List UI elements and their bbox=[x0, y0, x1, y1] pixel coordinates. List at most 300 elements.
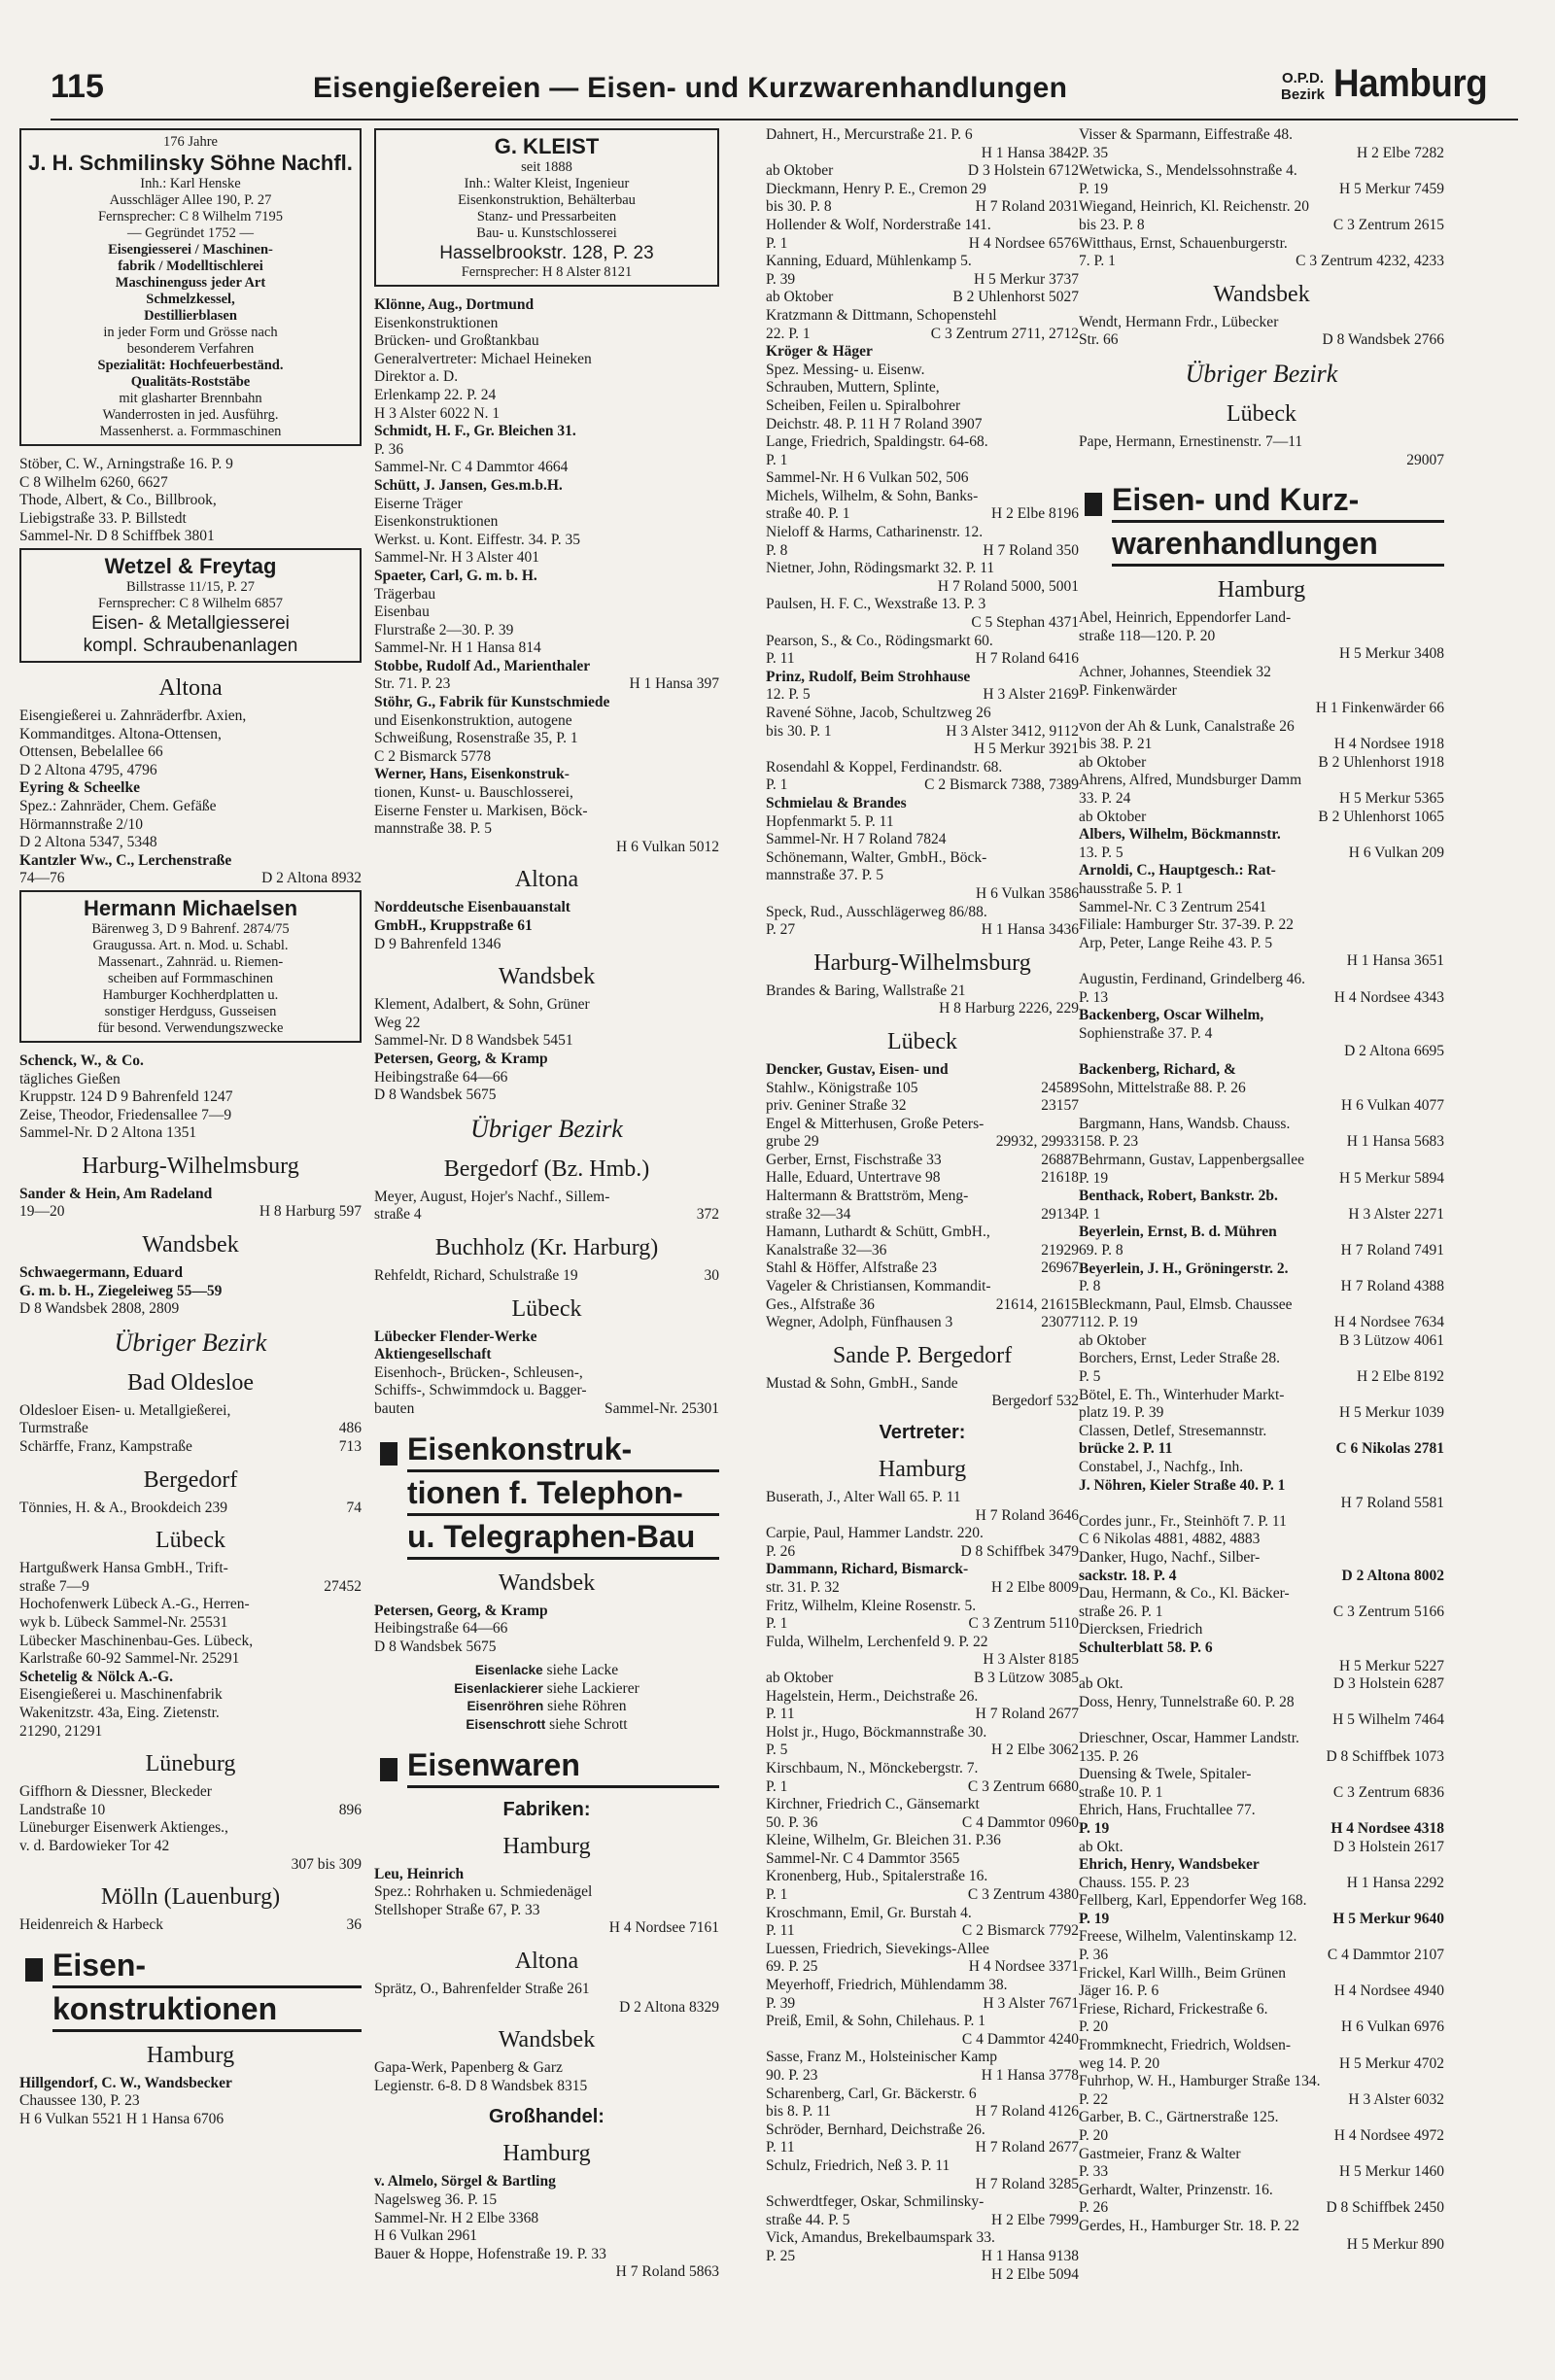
entry-line bbox=[19, 1819, 362, 1838]
entry-text: bis 23. P. 8 bbox=[1079, 216, 1145, 233]
section-marker bbox=[380, 1758, 397, 1781]
entry-line bbox=[766, 1080, 1079, 1098]
entry-line bbox=[766, 1724, 1079, 1742]
entry-text: Werkst. u. Kont. Eiffestr. 34. P. 35 bbox=[374, 531, 581, 548]
cross-reference bbox=[374, 1662, 719, 1680]
entry-phone: H 4 Nordsee 7161 bbox=[608, 1919, 719, 1937]
entry-phone: C 3 Zentrum 6680 bbox=[967, 1777, 1079, 1795]
ad-line: Billstrasse 11/15, P. 27 bbox=[126, 578, 255, 595]
entry-line bbox=[374, 899, 719, 917]
entry-line bbox=[1079, 1856, 1444, 1875]
entry-text: 135. P. 26 bbox=[1079, 1747, 1139, 1765]
entry-text: Direktor a. D. bbox=[374, 368, 459, 386]
entry-phone: H 4 Nordsee 4318 bbox=[1330, 1819, 1444, 1837]
entry-phone: C 3 Zentrum 6836 bbox=[1332, 1783, 1444, 1801]
entry-line bbox=[19, 1838, 362, 1856]
entry-line bbox=[1079, 1007, 1444, 1025]
entry-phone: H 4 Nordsee 6576 bbox=[968, 234, 1079, 252]
entry-text: Sammel-Nr. D 8 Schiffbek 3801 bbox=[19, 528, 215, 545]
entry-phone: H 8 Harburg 597 bbox=[259, 1203, 362, 1221]
entry-line bbox=[1079, 2073, 1444, 2091]
entry-line bbox=[1079, 198, 1444, 217]
entry-line bbox=[766, 1314, 1079, 1332]
place-heading: Hamburg bbox=[146, 2042, 235, 2068]
entry-text: ab Okt. bbox=[1079, 1675, 1123, 1693]
entry-text: Buserath, J., Alter Wall 65. P. 11 bbox=[766, 1489, 961, 1505]
entry-line bbox=[766, 1814, 1079, 1833]
entry-text: P. 19 bbox=[1079, 1169, 1109, 1187]
entry-line bbox=[1079, 1080, 1444, 1098]
reference-term: Eisenlacke bbox=[474, 1663, 543, 1678]
entry-line bbox=[1079, 1621, 1444, 1639]
entry-text: Vick, Amandus, Brekelbaumspark 33. bbox=[766, 2229, 995, 2247]
entry-line bbox=[19, 1300, 362, 1319]
place-heading: Wandsbek bbox=[498, 964, 596, 990]
place-heading: Mölln (Lauenburg) bbox=[100, 1884, 281, 1911]
entry-text: P. 27 bbox=[766, 921, 796, 939]
entry-phone: H 8 Harburg 2226, 229 bbox=[939, 1000, 1079, 1018]
entry-line bbox=[1079, 1296, 1444, 1315]
entry-text: C 2 Bismarck 5778 bbox=[374, 747, 492, 765]
entry-text: Generalvertreter: Michael Heineken bbox=[374, 350, 592, 367]
entry-line bbox=[374, 351, 719, 369]
entry-text: Brücken- und Großtankbau bbox=[374, 332, 539, 350]
entry-phone: H 5 Merkur 5894 bbox=[1338, 1169, 1444, 1187]
entry-line bbox=[766, 1561, 1079, 1579]
entry-text: Sander & Hein, Am Radeland bbox=[19, 1185, 213, 1202]
entry-text: Kleine, Wilhelm, Gr. Bleichen 31. P.36 bbox=[766, 1832, 1001, 1849]
entry-line bbox=[1079, 1784, 1444, 1803]
entry-list bbox=[374, 899, 719, 953]
entry-text: Stellshoper Straße 67, P. 33 bbox=[374, 1901, 540, 1918]
entry-line bbox=[1079, 1170, 1444, 1189]
entry-text: Stahlw., Königstraße 105 bbox=[766, 1079, 918, 1096]
entry-text: platz 19. P. 39 bbox=[1079, 1404, 1164, 1422]
entry-line bbox=[19, 528, 362, 546]
entry-line bbox=[766, 686, 1079, 705]
entry-phone: H 6 Vulkan 3586 bbox=[976, 884, 1079, 902]
entry-phone: H 2 Elbe 8192 bbox=[1357, 1368, 1444, 1386]
entry-line bbox=[1079, 971, 1444, 989]
entry-text: P. 11 bbox=[766, 1706, 795, 1723]
entry-line bbox=[1079, 1368, 1444, 1387]
entry-phone: H 4 Nordsee 4343 bbox=[1333, 988, 1444, 1006]
entry-line bbox=[374, 1603, 719, 1621]
entry-text: 74—76 bbox=[19, 870, 65, 887]
place-heading: Hamburg bbox=[1217, 577, 1306, 604]
entry-line bbox=[766, 2013, 1079, 2031]
entry-text: Arp, Peter, Lange Reihe 43. P. 5 bbox=[1079, 934, 1273, 951]
entry-text: J. Nöhren, Kieler Straße 40. P. 1 bbox=[1079, 1476, 1286, 1494]
ad-kleist bbox=[374, 128, 719, 287]
entry-line bbox=[374, 820, 719, 839]
page-title: Eisengießereien — Eisen- und Kurzwarenhandlungen bbox=[313, 72, 1068, 104]
entry-text: bis 8. P. 11 bbox=[766, 2103, 832, 2121]
entry-line bbox=[1079, 772, 1444, 790]
entry-text: P. 33 bbox=[1079, 2163, 1109, 2181]
opd-line-2: Bezirk bbox=[1281, 86, 1326, 103]
entry-text: P. 39 bbox=[766, 270, 796, 288]
entry-phone: 30 bbox=[704, 1266, 719, 1284]
section-marker bbox=[25, 1958, 43, 1982]
entry-phone: H 1 Hansa 2292 bbox=[1346, 1874, 1444, 1891]
entry-line bbox=[1079, 1404, 1444, 1423]
entry-line bbox=[374, 766, 719, 784]
entry-line bbox=[766, 2193, 1079, 2212]
entry-phone: H 3 Alster 2271 bbox=[1348, 1205, 1444, 1223]
reference-target: siehe Lackierer bbox=[546, 1679, 639, 1697]
entry-line bbox=[766, 795, 1079, 813]
entry-line bbox=[374, 803, 719, 821]
entry-text: Gastmeier, Franz & Walter bbox=[1079, 2145, 1241, 2162]
entry-line bbox=[766, 650, 1079, 669]
entry-line bbox=[1079, 1260, 1444, 1279]
entry-phone: Bergedorf 532 bbox=[991, 1393, 1079, 1410]
entry-line bbox=[1079, 145, 1444, 163]
ad-line: seit 1888 bbox=[521, 159, 572, 175]
entry-line bbox=[1079, 1675, 1444, 1694]
entry-text: Spez.: Zahnräder, Chem. Gefäße bbox=[19, 797, 217, 814]
entry-list bbox=[374, 1267, 719, 1286]
entry-line bbox=[19, 492, 362, 510]
entry-line bbox=[1079, 452, 1444, 470]
entry-text: Engel & Mitterhusen, Große Peters- bbox=[766, 1115, 985, 1132]
ad-line: Spezialität: Hochfeuerbeständ. bbox=[97, 358, 284, 373]
entry-text: ab Oktober bbox=[766, 1669, 834, 1686]
entry-text: ab Oktober bbox=[766, 162, 834, 180]
entry-line bbox=[1079, 790, 1444, 809]
entry-text: Stöhr, G., Fabrik für Kunstschmiede bbox=[374, 694, 610, 711]
entry-text: G. m. b. H., Ziegeleiweg 55—59 bbox=[19, 1282, 223, 1299]
entry-text: Albers, Wilhelm, Böckmannstr. bbox=[1079, 826, 1281, 844]
entry-line bbox=[766, 1615, 1079, 1634]
entry-text: Schenck, W., & Co. bbox=[19, 1052, 144, 1069]
entry-line bbox=[766, 1259, 1079, 1278]
entry-line bbox=[374, 368, 719, 387]
entry-line bbox=[374, 1346, 719, 1364]
entry-text: 21290, 21291 bbox=[19, 1722, 103, 1740]
entry-line bbox=[766, 1958, 1079, 1977]
entry-phone: H 5 Merkur 890 bbox=[1346, 2235, 1444, 2253]
entry-line bbox=[766, 1489, 1079, 1507]
entry-line bbox=[766, 289, 1079, 307]
entry-line bbox=[766, 1000, 1079, 1018]
entry-line bbox=[766, 1598, 1079, 1616]
entry-text: mannstraße 38. P. 5 bbox=[374, 820, 492, 838]
entry-line bbox=[374, 1866, 719, 1884]
entry-text: Sophienstraße 37. P. 4 bbox=[1079, 1024, 1213, 1042]
entry-phone: D 2 Altona 8932 bbox=[261, 870, 362, 887]
entry-line bbox=[1079, 2236, 1444, 2255]
entry-line bbox=[374, 2173, 719, 2191]
entry-text: Wendt, Hermann Frdr., Lübecker bbox=[1079, 313, 1279, 330]
entry-line bbox=[1079, 1839, 1444, 1857]
entry-line bbox=[766, 885, 1079, 904]
entry-text: Eiserne Träger bbox=[374, 495, 463, 512]
entry-phone: H 1 Hansa 3651 bbox=[1346, 952, 1444, 970]
entry-line bbox=[1079, 235, 1444, 254]
entry-text: weg 14. P. 20 bbox=[1079, 2054, 1160, 2072]
entry-text: Kommanditges. Altona-Ottensen, bbox=[19, 725, 222, 742]
section-marker bbox=[380, 1442, 397, 1466]
entry-text: Wegner, Adolph, Fünfhausen 3 bbox=[766, 1314, 953, 1331]
entry-line bbox=[766, 1061, 1079, 1080]
entry-text: Prinz, Rudolf, Beim Strohhause bbox=[766, 668, 971, 685]
entry-text: straße 32—34 bbox=[766, 1205, 851, 1223]
entry-line bbox=[374, 917, 719, 936]
entry-line bbox=[766, 2139, 1079, 2157]
cross-reference bbox=[374, 1680, 719, 1699]
entry-line bbox=[766, 1760, 1079, 1778]
entry-line bbox=[766, 813, 1079, 832]
entry-line bbox=[19, 798, 362, 816]
page-header bbox=[51, 62, 1518, 121]
entry-text: ab Okt. bbox=[1079, 1838, 1123, 1855]
entry-text: Stöber, C. W., Arningstraße 16. P. 9 bbox=[19, 456, 233, 472]
entry-line bbox=[1079, 862, 1444, 880]
entry-list bbox=[19, 1186, 362, 1222]
entry-line bbox=[766, 198, 1079, 217]
entry-text: Weg 22 bbox=[374, 1014, 421, 1031]
entry-line bbox=[766, 1995, 1079, 2014]
ad-line: Bau- u. Kunstschlosserei bbox=[476, 225, 617, 241]
entry-line bbox=[766, 759, 1079, 777]
entry-text: Classen, Detlef, Stresemannstr. bbox=[1079, 1422, 1267, 1439]
entry-line bbox=[766, 1224, 1079, 1242]
ad-line: Ausschläger Allee 190, P. 27 bbox=[109, 192, 272, 208]
ad-line: Qualitäts-Roststäbe bbox=[130, 374, 251, 390]
entry-phone: 307 bis 309 bbox=[291, 1855, 362, 1873]
entry-line bbox=[1079, 1549, 1444, 1568]
region-heading: Übriger Bezirk bbox=[114, 1328, 267, 1357]
entry-list bbox=[19, 1264, 362, 1319]
entry-phone: C 6 Nikolas 2781 bbox=[1335, 1440, 1444, 1458]
entry-text: ab Oktober bbox=[1079, 753, 1147, 771]
entry-text: priv. Geniner Straße 32 bbox=[766, 1097, 907, 1115]
entry-text: brücke 2. P. 11 bbox=[1079, 1440, 1173, 1458]
ad-title: Hermann Michaelsen bbox=[83, 895, 298, 920]
entry-text: Bauer & Hoppe, Hofenstraße 19. P. 33 bbox=[374, 2245, 606, 2262]
entry-list bbox=[19, 707, 362, 888]
entry-text: Diercksen, Friedrich bbox=[1079, 1621, 1203, 1638]
entry-text: Kanalstraße 32—36 bbox=[766, 1241, 887, 1259]
entry-line bbox=[1079, 162, 1444, 181]
entry-phone: D 2 Altona 8329 bbox=[619, 1998, 719, 2016]
entry-text: Hörmannstraße 2/10 bbox=[19, 815, 143, 833]
entry-line bbox=[1079, 1387, 1444, 1405]
entry-line bbox=[1079, 2199, 1444, 2218]
entry-line bbox=[766, 126, 1079, 145]
entry-line bbox=[19, 1916, 362, 1935]
entry-line bbox=[766, 2031, 1079, 2050]
entry-phone: H 5 Merkur 3737 bbox=[973, 270, 1079, 288]
column-3 bbox=[766, 126, 1079, 2284]
entry-text: ab Oktober bbox=[766, 289, 834, 306]
entry-line bbox=[1079, 899, 1444, 917]
entry-line bbox=[19, 1402, 362, 1421]
entry-line bbox=[1079, 2127, 1444, 2146]
ad-title: G. KLEIST bbox=[494, 134, 600, 158]
entry-phone: B 2 Uhlenhorst 1065 bbox=[1318, 808, 1444, 825]
section-title-line: Eisen- bbox=[52, 1945, 362, 1988]
entry-text: P. 1 bbox=[766, 1615, 788, 1633]
entry-phone: B 2 Uhlenhorst 1918 bbox=[1318, 753, 1444, 771]
entry-list bbox=[374, 1189, 719, 1224]
entry-text: P. 1 bbox=[766, 1777, 788, 1795]
entry-text: Leu, Heinrich bbox=[374, 1865, 465, 1882]
entry-text: Danker, Hugo, Nachf., Silber- bbox=[1079, 1549, 1261, 1566]
entry-line bbox=[766, 596, 1079, 614]
entry-line bbox=[1079, 989, 1444, 1008]
entry-text: Gapa-Werk, Papenberg & Garz bbox=[374, 2059, 563, 2077]
entry-line bbox=[19, 2092, 362, 2111]
entry-line bbox=[1079, 1658, 1444, 1676]
entry-line bbox=[766, 1905, 1079, 1923]
entry-text: Constabel, J., Nachfg., Inh. bbox=[1079, 1459, 1244, 1476]
entry-line bbox=[766, 904, 1079, 922]
section-telephon bbox=[374, 1429, 719, 1560]
entry-list bbox=[374, 2173, 719, 2282]
entry-phone: 26887 bbox=[1041, 1151, 1079, 1168]
entry-text: Gerhardt, Walter, Prinzenstr. 16. bbox=[1079, 2181, 1273, 2198]
entry-text: H 3 Alster 6022 N. 1 bbox=[374, 404, 501, 422]
entry-text: Sprätz, O., Bahrenfelder Straße 261 bbox=[374, 1981, 590, 1998]
entry-line bbox=[19, 834, 362, 852]
entry-list bbox=[19, 1500, 362, 1518]
entry-line bbox=[1079, 1440, 1444, 1459]
entry-text: Meyer, August, Hojer's Nachf., Sillem- bbox=[374, 1188, 610, 1205]
entry-line bbox=[374, 2059, 719, 2078]
entry-line bbox=[1079, 1459, 1444, 1477]
entry-list bbox=[1079, 314, 1444, 350]
entry-line bbox=[766, 1651, 1079, 1670]
ad-title: J. H. Schmilinsky Söhne Nachfl. bbox=[28, 151, 353, 175]
entry-line bbox=[1079, 1423, 1444, 1441]
entry-phone: H 5 Merkur 1039 bbox=[1338, 1404, 1444, 1422]
entry-phone: B 3 Lützow 3085 bbox=[973, 1669, 1079, 1686]
place-heading: Altona bbox=[514, 1949, 579, 1975]
entry-line bbox=[1079, 2091, 1444, 2110]
entry-text: Eisenkonstruktionen bbox=[374, 513, 499, 531]
entry-line bbox=[374, 405, 719, 424]
entry-text: Sammel-Nr. D 8 Wandsbek 5451 bbox=[374, 1032, 573, 1050]
ad-line: Graugussa. Art. n. Mod. u. Schabl. bbox=[92, 937, 289, 953]
entry-line bbox=[374, 839, 719, 857]
entry-phone: H 6 Vulkan 209 bbox=[1348, 844, 1444, 861]
entry-phone: 26967 bbox=[1041, 1259, 1079, 1277]
entry-text: straße 4 bbox=[374, 1206, 422, 1224]
entry-text: P. 36 bbox=[374, 440, 404, 458]
entry-line bbox=[766, 1922, 1079, 1941]
entry-list bbox=[766, 983, 1079, 1018]
entry-line bbox=[1079, 700, 1444, 718]
entry-line bbox=[1079, 1820, 1444, 1839]
section-title-line: konstruktionen bbox=[52, 1988, 362, 2032]
entry-text: Sammel-Nr. H 7 Roland 7824 bbox=[766, 831, 947, 848]
entry-text: P. 39 bbox=[766, 1994, 796, 2012]
entry-line bbox=[1079, 1947, 1444, 1965]
entry-line bbox=[374, 1069, 719, 1087]
entry-phone: H 2 Elbe 7999 bbox=[991, 2211, 1079, 2228]
entry-line bbox=[1079, 2037, 1444, 2055]
entry-line bbox=[374, 604, 719, 622]
entry-line bbox=[19, 1264, 362, 1283]
entry-phone: 29932, 29933 bbox=[995, 1133, 1079, 1151]
entry-text: Scharenberg, Carl, Gr. Bäckerstr. 6 bbox=[766, 2085, 977, 2102]
entry-phone: H 7 Roland 4388 bbox=[1340, 1278, 1444, 1295]
entry-phone: H 7 Roland 7491 bbox=[1340, 1241, 1444, 1259]
entry-text: P. 22 bbox=[1079, 2090, 1109, 2108]
entry-text: Dencker, Gustav, Eisen- und bbox=[766, 1060, 949, 1078]
ad-line: Eisen- & Metallgiesserei bbox=[91, 612, 290, 634]
entry-text: Tönnies, H. & A., Brookdeich 239 bbox=[19, 1499, 227, 1516]
entry-text: D 8 Wandsbek 2808, 2809 bbox=[19, 1300, 180, 1318]
entry-line bbox=[374, 315, 719, 333]
entry-text: Sammel-Nr. C 4 Dammtor 3565 bbox=[766, 1849, 960, 1867]
entry-phone: H 2 Elbe 3062 bbox=[991, 1742, 1079, 1759]
entry-text: Pearson, S., & Co., Rödingsmarkt 60. bbox=[766, 632, 993, 649]
entry-line bbox=[766, 271, 1079, 290]
entry-phone: H 4 Nordsee 4972 bbox=[1333, 2127, 1444, 2144]
entry-text: Bargmann, Hans, Wandsb. Chauss. bbox=[1079, 1115, 1291, 1132]
column-4 bbox=[1079, 126, 1444, 2254]
entry-text: Jäger 16. P. 6 bbox=[1079, 1983, 1159, 2000]
entry-phone: H 7 Roland 2677 bbox=[975, 2139, 1079, 2156]
entry-line bbox=[1079, 1748, 1444, 1767]
entry-text: Eisengießerei u. Maschinenfabrik bbox=[19, 1686, 223, 1704]
entry-line bbox=[19, 2075, 362, 2093]
entry-phone: H 6 Vulkan 6976 bbox=[1341, 2018, 1444, 2036]
entry-text: Arnoldi, C., Hauptgesch.: Rat- bbox=[1079, 862, 1276, 880]
entry-line bbox=[766, 983, 1079, 1001]
entry-text: Abel, Heinrich, Eppendorfer Land- bbox=[1079, 609, 1292, 627]
section-title-line: u. Telegraphen-Bau bbox=[407, 1516, 719, 1560]
entry-line bbox=[1079, 433, 1444, 452]
entry-text: Fuhrhop, W. H., Hamburger Straße 134. bbox=[1079, 2073, 1321, 2090]
entry-line bbox=[766, 2266, 1079, 2285]
entry-line bbox=[1079, 1278, 1444, 1296]
entry-phone: H 2 Elbe 7282 bbox=[1357, 144, 1444, 161]
entry-text: Holst jr., Hugo, Böckmannstraße 30. bbox=[766, 1723, 987, 1741]
entry-text: Beyerlein, Ernst, B. d. Mühren bbox=[1079, 1224, 1277, 1241]
entry-line bbox=[374, 1883, 719, 1902]
column-1 bbox=[19, 126, 362, 2129]
entry-line bbox=[374, 748, 719, 767]
entry-text: Aktiengesellschaft bbox=[374, 1346, 492, 1363]
cross-reference bbox=[374, 1716, 719, 1735]
entry-text: Freese, Wilhelm, Valentinskamp 12. bbox=[1079, 1928, 1297, 1946]
entry-line bbox=[1079, 253, 1444, 271]
entry-line bbox=[766, 2086, 1079, 2104]
entry-text: Eiserne Fenster u. Markisen, Böck- bbox=[374, 802, 588, 819]
entry-line bbox=[1079, 736, 1444, 754]
ad-line: Maschinenguss jeder Art bbox=[115, 275, 266, 291]
entry-text: Luessen, Friedrich, Sievekings-Allee bbox=[766, 1940, 989, 1957]
entry-line bbox=[1079, 2109, 1444, 2127]
entry-line bbox=[19, 1723, 362, 1742]
section-title-line: Eisenwaren bbox=[407, 1744, 719, 1788]
entry-line bbox=[374, 1267, 719, 1286]
entry-line bbox=[766, 1375, 1079, 1394]
entry-text: Sammel-Nr. D 2 Altona 1351 bbox=[19, 1124, 197, 1142]
entry-text: Frommknecht, Friedrich, Woldsen- bbox=[1079, 2037, 1292, 2054]
entry-text: Visser & Sparmann, Eiffestraße 48. bbox=[1079, 126, 1294, 143]
entry-line bbox=[374, 532, 719, 550]
entry-text: ab Oktober bbox=[1079, 1331, 1147, 1349]
entry-phone: C 2 Bismarck 7792 bbox=[961, 1922, 1079, 1940]
entry-line bbox=[766, 1850, 1079, 1869]
section-eisenkonstruktionen bbox=[19, 1945, 362, 2032]
